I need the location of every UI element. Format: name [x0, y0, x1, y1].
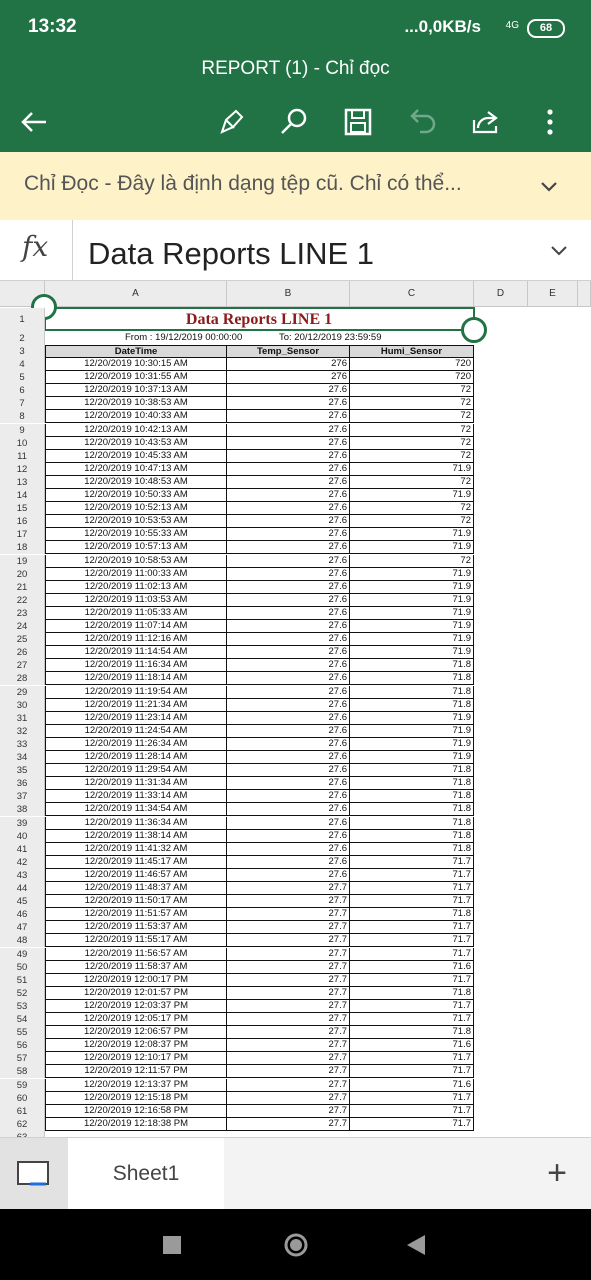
humi-cell[interactable]: 71.9 [350, 633, 474, 646]
selection-handle-end[interactable] [461, 317, 487, 343]
humi-cell[interactable]: 71.8 [350, 659, 474, 672]
formula-value[interactable]: Data Reports LINE 1 [88, 236, 375, 271]
to-date[interactable]: To: 20/12/2019 23:59:59 [279, 332, 382, 343]
share-icon[interactable] [468, 104, 504, 140]
humi-cell[interactable]: 71.7 [350, 921, 474, 934]
temp-cell[interactable]: 27.6 [227, 699, 350, 712]
datetime-cell[interactable]: 12/20/2019 11:55:17 AM [45, 934, 227, 947]
row-header[interactable]: 21 [0, 581, 45, 594]
temp-cell[interactable]: 27.6 [227, 463, 350, 476]
temp-cell[interactable]: 27.6 [227, 843, 350, 856]
temp-cell[interactable]: 27.6 [227, 515, 350, 528]
datetime-cell[interactable]: 12/20/2019 10:30:15 AM [45, 358, 227, 371]
row-header[interactable]: 52 [0, 987, 45, 1000]
row-header[interactable]: 16 [0, 515, 45, 528]
row-header[interactable]: 11 [0, 450, 45, 463]
humi-cell[interactable]: 71.9 [350, 489, 474, 502]
row-header[interactable]: 49 [0, 948, 45, 961]
column-header-a[interactable]: A [45, 281, 227, 307]
datetime-cell[interactable]: 12/20/2019 11:03:53 AM [45, 594, 227, 607]
read-only-notice[interactable] [0, 152, 591, 220]
home-icon[interactable] [283, 1232, 309, 1258]
row-header[interactable]: 3 [0, 345, 45, 358]
temp-cell[interactable]: 27.6 [227, 869, 350, 882]
temp-cell[interactable]: 27.7 [227, 974, 350, 987]
temp-cell[interactable]: 27.6 [227, 581, 350, 594]
temp-cell[interactable]: 27.7 [227, 1065, 350, 1078]
row-header[interactable]: 13 [0, 476, 45, 489]
temp-cell[interactable]: 27.7 [227, 882, 350, 895]
temp-cell[interactable]: 27.6 [227, 397, 350, 410]
humi-cell[interactable]: 71.8 [350, 803, 474, 816]
row-header[interactable]: 50 [0, 961, 45, 974]
row-header[interactable]: 9 [0, 424, 45, 437]
temp-cell[interactable]: 27.7 [227, 987, 350, 1000]
temp-cell[interactable]: 27.6 [227, 633, 350, 646]
back-arrow-icon[interactable] [16, 104, 52, 140]
datetime-cell[interactable]: 12/20/2019 12:16:58 PM [45, 1105, 227, 1118]
temp-cell[interactable]: 27.6 [227, 803, 350, 816]
datetime-cell[interactable]: 12/20/2019 12:03:37 PM [45, 1000, 227, 1013]
humi-cell[interactable]: 71.9 [350, 541, 474, 554]
row-header[interactable]: 23 [0, 607, 45, 620]
status-bar [0, 0, 591, 56]
row-header[interactable]: 61 [0, 1105, 45, 1118]
datetime-cell[interactable]: 12/20/2019 12:00:17 PM [45, 974, 227, 987]
header-temp[interactable]: Temp_Sensor [227, 345, 350, 358]
humi-cell[interactable]: 71.7 [350, 882, 474, 895]
temp-cell[interactable]: 27.6 [227, 476, 350, 489]
temp-cell[interactable]: 27.6 [227, 777, 350, 790]
row-header[interactable]: 33 [0, 738, 45, 751]
humi-cell[interactable]: 71.8 [350, 777, 474, 790]
temp-cell[interactable]: 27.6 [227, 712, 350, 725]
row-header[interactable]: 31 [0, 712, 45, 725]
humi-cell[interactable]: 71.9 [350, 463, 474, 476]
row-header[interactable]: 26 [0, 646, 45, 659]
row-header[interactable]: 34 [0, 751, 45, 764]
datetime-cell[interactable]: 12/20/2019 11:38:14 AM [45, 830, 227, 843]
row-header[interactable]: 36 [0, 777, 45, 790]
row-header[interactable]: 58 [0, 1065, 45, 1078]
datetime-cell[interactable]: 12/20/2019 12:10:17 PM [45, 1052, 227, 1065]
datetime-cell[interactable]: 12/20/2019 12:15:18 PM [45, 1092, 227, 1105]
temp-cell[interactable]: 27.6 [227, 489, 350, 502]
humi-cell[interactable]: 71.8 [350, 908, 474, 921]
row-header[interactable]: 18 [0, 541, 45, 554]
battery-icon: 68 [527, 19, 565, 38]
humi-cell[interactable]: 71.7 [350, 948, 474, 961]
temp-cell[interactable]: 27.7 [227, 948, 350, 961]
humi-cell[interactable]: 71.8 [350, 843, 474, 856]
humi-cell[interactable]: 71.8 [350, 699, 474, 712]
row-header[interactable]: 54 [0, 1013, 45, 1026]
chevron-down-icon[interactable] [537, 174, 561, 198]
datetime-cell[interactable]: 12/20/2019 11:51:57 AM [45, 908, 227, 921]
row-header[interactable]: 12 [0, 463, 45, 476]
temp-cell[interactable]: 27.6 [227, 817, 350, 830]
datetime-cell[interactable]: 12/20/2019 10:42:13 AM [45, 424, 227, 437]
column-header-c[interactable]: C [350, 281, 474, 307]
temp-cell[interactable]: 27.7 [227, 895, 350, 908]
datetime-cell[interactable]: 12/20/2019 12:11:57 PM [45, 1065, 227, 1078]
humi-cell[interactable]: 71.8 [350, 817, 474, 830]
datetime-cell[interactable]: 12/20/2019 11:18:14 AM [45, 672, 227, 685]
humi-cell[interactable]: 72 [350, 410, 474, 423]
pen-icon[interactable] [214, 104, 250, 140]
column-header-d[interactable]: D [474, 281, 528, 307]
humi-cell[interactable]: 71.8 [350, 672, 474, 685]
temp-cell[interactable]: 27.6 [227, 659, 350, 672]
temp-cell[interactable]: 27.7 [227, 1092, 350, 1105]
humi-cell[interactable]: 71.7 [350, 1105, 474, 1118]
humi-cell[interactable]: 71.9 [350, 751, 474, 764]
row-header[interactable]: 25 [0, 633, 45, 646]
datetime-cell[interactable]: 12/20/2019 12:08:37 PM [45, 1039, 227, 1052]
temp-cell[interactable]: 27.7 [227, 1026, 350, 1039]
row-header[interactable]: 60 [0, 1092, 45, 1105]
sheet-tab-bar [0, 1137, 591, 1210]
row-header[interactable]: 51 [0, 974, 45, 987]
datetime-cell[interactable]: 12/20/2019 12:13:37 PM [45, 1079, 227, 1092]
header-datetime[interactable]: DateTime [45, 345, 227, 358]
row-header[interactable]: 8 [0, 410, 45, 423]
row-header[interactable]: 62 [0, 1118, 45, 1131]
temp-cell[interactable]: 27.7 [227, 1000, 350, 1013]
temp-cell[interactable]: 27.6 [227, 686, 350, 699]
column-header-e[interactable]: E [528, 281, 578, 307]
row-header[interactable]: 2 [0, 332, 45, 345]
datetime-cell[interactable]: 12/20/2019 11:23:14 AM [45, 712, 227, 725]
humi-cell[interactable]: 72 [350, 437, 474, 450]
temp-cell[interactable]: 276 [227, 371, 350, 384]
humi-cell[interactable]: 71.7 [350, 1118, 474, 1131]
humi-cell[interactable]: 72 [350, 397, 474, 410]
android-nav-bar [0, 1209, 591, 1280]
temp-cell[interactable]: 27.6 [227, 541, 350, 554]
datetime-cell[interactable]: 12/20/2019 10:37:13 AM [45, 384, 227, 397]
datetime-cell[interactable]: 12/20/2019 11:36:34 AM [45, 817, 227, 830]
humi-cell[interactable]: 71.8 [350, 686, 474, 699]
humi-cell[interactable]: 71.9 [350, 594, 474, 607]
temp-cell[interactable]: 27.6 [227, 790, 350, 803]
temp-cell[interactable]: 27.7 [227, 934, 350, 947]
temp-cell[interactable]: 27.6 [227, 384, 350, 397]
humi-cell[interactable]: 71.7 [350, 1092, 474, 1105]
status-time: 13:32 [28, 16, 77, 37]
sheet-list-icon[interactable] [0, 1138, 68, 1210]
row-header[interactable]: 35 [0, 764, 45, 777]
row-header[interactable]: 4 [0, 358, 45, 371]
datetime-cell[interactable]: 12/20/2019 10:52:13 AM [45, 502, 227, 515]
datetime-cell[interactable]: 12/20/2019 11:02:13 AM [45, 581, 227, 594]
row-header[interactable]: 44 [0, 882, 45, 895]
datetime-cell[interactable]: 12/20/2019 11:26:34 AM [45, 738, 227, 751]
more-icon[interactable] [532, 104, 568, 140]
humi-cell[interactable]: 71.7 [350, 1052, 474, 1065]
humi-cell[interactable]: 71.9 [350, 607, 474, 620]
temp-cell[interactable]: 27.6 [227, 738, 350, 751]
fx-icon: fx [22, 230, 49, 263]
row-header[interactable]: 55 [0, 1026, 45, 1039]
humi-cell[interactable]: 720 [350, 371, 474, 384]
humi-cell[interactable]: 71.7 [350, 1000, 474, 1013]
temp-cell[interactable]: 27.6 [227, 594, 350, 607]
formula-bar[interactable] [0, 220, 591, 281]
humi-cell[interactable]: 71.9 [350, 528, 474, 541]
temp-cell[interactable]: 27.7 [227, 908, 350, 921]
from-date[interactable]: From : 19/12/2019 00:00:00 [125, 332, 243, 343]
temp-cell[interactable]: 27.6 [227, 607, 350, 620]
temp-cell[interactable]: 276 [227, 358, 350, 371]
row-header[interactable]: 24 [0, 620, 45, 633]
humi-cell[interactable]: 71.8 [350, 764, 474, 777]
row-header[interactable]: 43 [0, 869, 45, 882]
temp-cell[interactable]: 27.7 [227, 1039, 350, 1052]
humi-cell[interactable]: 71.7 [350, 934, 474, 947]
datetime-cell[interactable]: 12/20/2019 10:43:53 AM [45, 437, 227, 450]
temp-cell[interactable]: 27.7 [227, 921, 350, 934]
datetime-cell[interactable]: 12/20/2019 11:16:34 AM [45, 659, 227, 672]
datetime-cell[interactable]: 12/20/2019 11:46:57 AM [45, 869, 227, 882]
humi-cell[interactable]: 71.6 [350, 1039, 474, 1052]
datetime-cell[interactable]: 12/20/2019 10:57:13 AM [45, 541, 227, 554]
datetime-cell[interactable]: 12/20/2019 10:31:55 AM [45, 371, 227, 384]
datetime-cell[interactable]: 12/20/2019 12:05:17 PM [45, 1013, 227, 1026]
header-humi[interactable]: Humi_Sensor [350, 345, 474, 358]
row-header[interactable]: 42 [0, 856, 45, 869]
search-icon[interactable] [276, 104, 312, 140]
row-header[interactable]: 53 [0, 1000, 45, 1013]
humi-cell[interactable]: 71.7 [350, 856, 474, 869]
temp-cell[interactable]: 27.6 [227, 437, 350, 450]
row-header[interactable]: 28 [0, 672, 45, 685]
humi-cell[interactable]: 72 [350, 555, 474, 568]
datetime-cell[interactable]: 12/20/2019 11:00:33 AM [45, 568, 227, 581]
notice-text: Chỉ Đọc - Đây là định dạng tệp cũ. Chỉ có thể... [24, 172, 462, 195]
humi-cell[interactable]: 71.7 [350, 974, 474, 987]
datetime-cell[interactable]: 12/20/2019 11:48:37 AM [45, 882, 227, 895]
selection-box [44, 307, 475, 331]
temp-cell[interactable]: 27.6 [227, 502, 350, 515]
temp-cell[interactable]: 27.6 [227, 751, 350, 764]
row-header[interactable]: 6 [0, 384, 45, 397]
humi-cell[interactable]: 71.9 [350, 738, 474, 751]
document-title-bar [0, 56, 591, 96]
humi-cell[interactable]: 71.6 [350, 961, 474, 974]
humi-cell[interactable]: 71.9 [350, 581, 474, 594]
row-header[interactable]: 57 [0, 1052, 45, 1065]
row-header[interactable]: 7 [0, 397, 45, 410]
humi-cell[interactable]: 71.7 [350, 1013, 474, 1026]
row-header[interactable]: 19 [0, 555, 45, 568]
network-speed: ...0,0KB/s [404, 17, 481, 36]
datetime-cell[interactable]: 12/20/2019 12:01:57 PM [45, 987, 227, 1000]
save-icon[interactable] [340, 104, 376, 140]
humi-cell[interactable]: 72 [350, 476, 474, 489]
row-header[interactable]: 29 [0, 686, 45, 699]
datetime-cell[interactable]: 12/20/2019 11:31:34 AM [45, 777, 227, 790]
humi-cell[interactable]: 71.9 [350, 712, 474, 725]
back-icon[interactable] [407, 1235, 425, 1255]
datetime-cell[interactable]: 12/20/2019 11:28:14 AM [45, 751, 227, 764]
datetime-cell[interactable]: 12/20/2019 11:14:54 AM [45, 646, 227, 659]
row-header[interactable]: 14 [0, 489, 45, 502]
temp-cell[interactable]: 27.6 [227, 555, 350, 568]
signal-icon: 4G [505, 20, 519, 31]
datetime-cell[interactable]: 12/20/2019 11:21:34 AM [45, 699, 227, 712]
temp-cell[interactable]: 27.7 [227, 1013, 350, 1026]
temp-cell[interactable]: 27.6 [227, 424, 350, 437]
datetime-cell[interactable]: 12/20/2019 11:05:33 AM [45, 607, 227, 620]
row-header[interactable]: 20 [0, 568, 45, 581]
chevron-down-icon[interactable] [547, 238, 571, 262]
humi-cell[interactable]: 72 [350, 502, 474, 515]
datetime-cell[interactable]: 12/20/2019 10:55:33 AM [45, 528, 227, 541]
document-title: REPORT (1) - Chỉ đọc [201, 58, 390, 79]
datetime-cell[interactable]: 12/20/2019 11:53:37 AM [45, 921, 227, 934]
datetime-cell[interactable]: 12/20/2019 12:18:38 PM [45, 1118, 227, 1131]
temp-cell[interactable]: 27.6 [227, 764, 350, 777]
row-header[interactable]: 41 [0, 843, 45, 856]
row-header[interactable]: 56 [0, 1039, 45, 1052]
datetime-cell[interactable]: 12/20/2019 11:33:14 AM [45, 790, 227, 803]
temp-cell[interactable]: 27.6 [227, 672, 350, 685]
row-header[interactable]: 17 [0, 528, 45, 541]
temp-cell[interactable]: 27.6 [227, 856, 350, 869]
humi-cell[interactable]: 71.8 [350, 1026, 474, 1039]
row-header[interactable]: 22 [0, 594, 45, 607]
temp-cell[interactable]: 27.6 [227, 568, 350, 581]
row-header[interactable]: 10 [0, 437, 45, 450]
datetime-cell[interactable]: 12/20/2019 10:38:53 AM [45, 397, 227, 410]
row-header[interactable]: 1 [0, 308, 45, 332]
row-header[interactable]: 15 [0, 502, 45, 515]
humi-cell[interactable]: 71.6 [350, 1079, 474, 1092]
datetime-cell[interactable]: 12/20/2019 11:58:37 AM [45, 961, 227, 974]
row-header[interactable]: 47 [0, 921, 45, 934]
temp-cell[interactable]: 27.6 [227, 830, 350, 843]
report-title[interactable]: Data Reports LINE 1 [185, 311, 333, 328]
sheet-tab-sheet1[interactable]: Sheet1 [68, 1138, 224, 1210]
temp-cell[interactable]: 27.6 [227, 646, 350, 659]
temp-cell[interactable]: 27.6 [227, 725, 350, 738]
datetime-cell[interactable]: 12/20/2019 11:24:54 AM [45, 725, 227, 738]
temp-cell[interactable]: 27.7 [227, 961, 350, 974]
humi-cell[interactable]: 72 [350, 515, 474, 528]
spreadsheet-grid[interactable] [0, 281, 591, 1137]
row-header[interactable]: 48 [0, 934, 45, 947]
column-header-extra [578, 281, 591, 307]
datetime-cell[interactable]: 12/20/2019 10:45:33 AM [45, 450, 227, 463]
datetime-cell[interactable]: 12/20/2019 11:12:16 AM [45, 633, 227, 646]
add-sheet-icon[interactable]: + [547, 1154, 567, 1192]
humi-cell[interactable]: 71.9 [350, 646, 474, 659]
datetime-cell[interactable]: 12/20/2019 11:50:17 AM [45, 895, 227, 908]
undo-icon [404, 104, 440, 140]
humi-cell[interactable]: 71.8 [350, 830, 474, 843]
row-header[interactable]: 27 [0, 659, 45, 672]
formula-divider [72, 220, 73, 280]
datetime-cell[interactable]: 12/20/2019 10:47:13 AM [45, 463, 227, 476]
humi-cell[interactable]: 720 [350, 358, 474, 371]
datetime-cell[interactable]: 12/20/2019 10:40:33 AM [45, 410, 227, 423]
datetime-cell[interactable]: 12/20/2019 10:48:53 AM [45, 476, 227, 489]
temp-cell[interactable]: 27.6 [227, 450, 350, 463]
datetime-cell[interactable]: 12/20/2019 12:06:57 PM [45, 1026, 227, 1039]
temp-cell[interactable]: 27.7 [227, 1105, 350, 1118]
row-header[interactable]: 30 [0, 699, 45, 712]
temp-cell[interactable]: 27.6 [227, 620, 350, 633]
row-header[interactable]: 40 [0, 830, 45, 843]
temp-cell[interactable]: 27.7 [227, 1118, 350, 1131]
datetime-cell[interactable]: 12/20/2019 11:29:54 AM [45, 764, 227, 777]
recents-icon[interactable] [163, 1236, 181, 1254]
column-header-b[interactable]: B [227, 281, 350, 307]
humi-cell[interactable]: 72 [350, 384, 474, 397]
datetime-cell[interactable]: 12/20/2019 11:34:54 AM [45, 803, 227, 816]
row-header[interactable]: 38 [0, 803, 45, 816]
datetime-cell[interactable]: 12/20/2019 10:53:53 AM [45, 515, 227, 528]
datetime-cell[interactable]: 12/20/2019 11:41:32 AM [45, 843, 227, 856]
temp-cell[interactable]: 27.7 [227, 1079, 350, 1092]
temp-cell[interactable]: 27.6 [227, 528, 350, 541]
humi-cell[interactable]: 72 [350, 450, 474, 463]
datetime-cell[interactable]: 12/20/2019 11:07:14 AM [45, 620, 227, 633]
row-header[interactable]: 32 [0, 725, 45, 738]
humi-cell[interactable]: 71.9 [350, 568, 474, 581]
datetime-cell[interactable]: 12/20/2019 11:19:54 AM [45, 686, 227, 699]
humi-cell[interactable]: 71.7 [350, 895, 474, 908]
datetime-cell[interactable]: 12/20/2019 11:56:57 AM [45, 948, 227, 961]
temp-cell[interactable]: 27.7 [227, 1052, 350, 1065]
row-header[interactable]: 5 [0, 371, 45, 384]
datetime-cell[interactable]: 12/20/2019 11:45:17 AM [45, 856, 227, 869]
row-header[interactable]: 45 [0, 895, 45, 908]
datetime-cell[interactable]: 12/20/2019 10:58:53 AM [45, 555, 227, 568]
humi-cell[interactable]: 72 [350, 424, 474, 437]
row-header[interactable]: 46 [0, 908, 45, 921]
datetime-cell[interactable]: 12/20/2019 10:50:33 AM [45, 489, 227, 502]
humi-cell[interactable]: 71.8 [350, 987, 474, 1000]
row-header[interactable]: 59 [0, 1079, 45, 1092]
temp-cell[interactable]: 27.6 [227, 410, 350, 423]
row-header[interactable]: 39 [0, 817, 45, 830]
app-toolbar [0, 96, 591, 152]
humi-cell[interactable]: 71.9 [350, 620, 474, 633]
humi-cell[interactable]: 71.7 [350, 869, 474, 882]
humi-cell[interactable]: 71.7 [350, 1065, 474, 1078]
humi-cell[interactable]: 71.8 [350, 790, 474, 803]
row-header[interactable]: 37 [0, 790, 45, 803]
humi-cell[interactable]: 71.9 [350, 725, 474, 738]
